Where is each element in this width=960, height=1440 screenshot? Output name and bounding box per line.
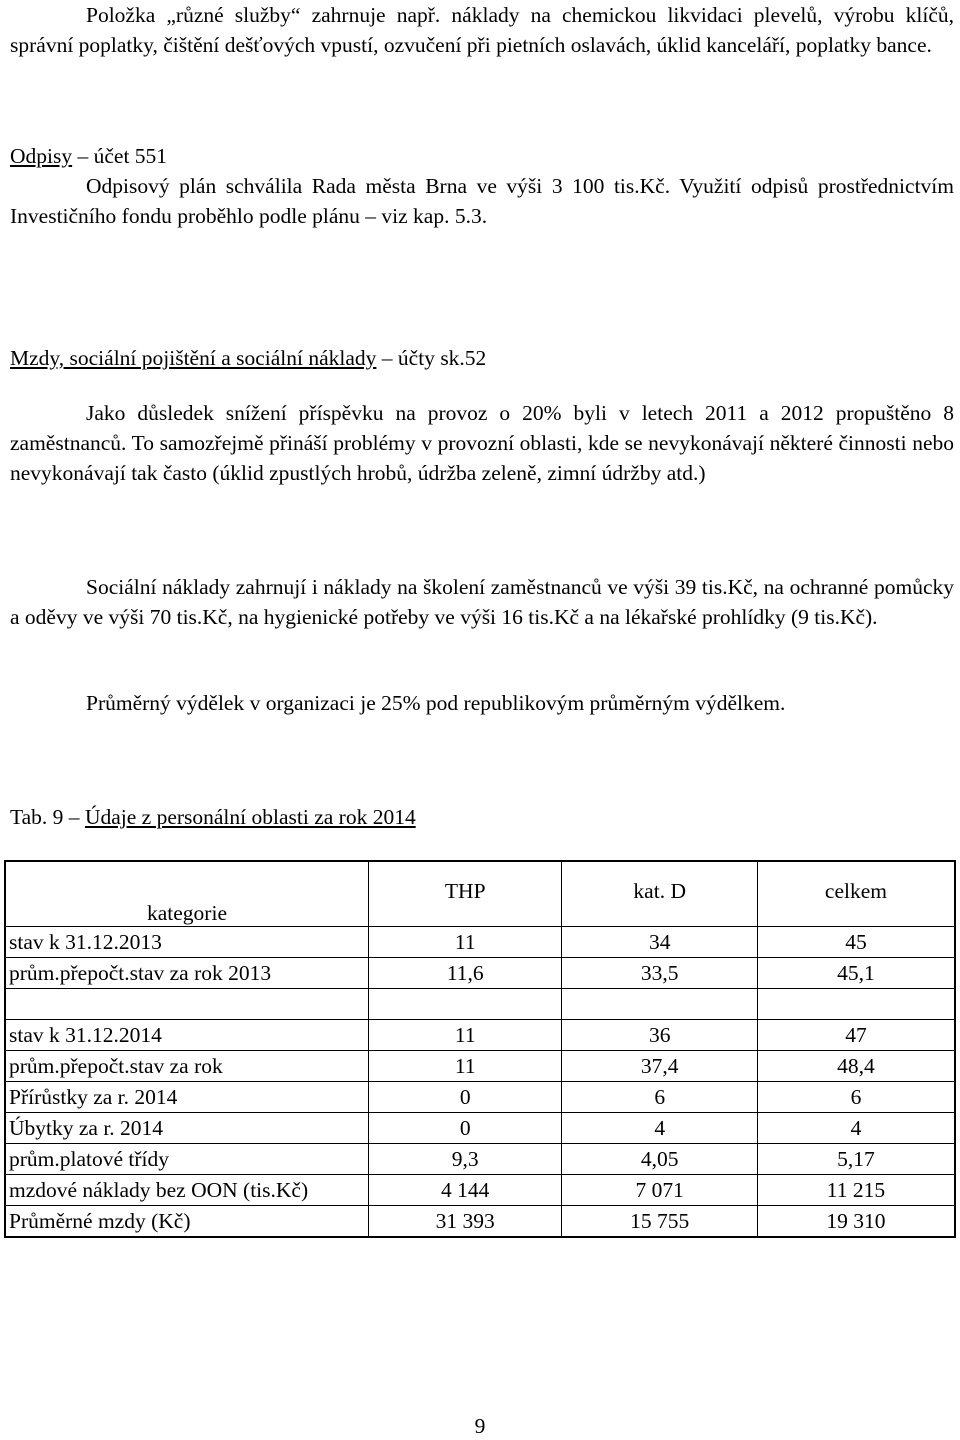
table-cell: 11: [369, 1051, 562, 1082]
table-cell: 11: [369, 1020, 562, 1051]
header-kategorie: kategorie: [5, 861, 369, 927]
table-cell: 33,5: [562, 958, 757, 989]
table-cell: [562, 989, 757, 1020]
table-cell: 45: [757, 927, 955, 958]
page-number: 9: [474, 1414, 486, 1438]
row-label: Přírůstky za r. 2014: [5, 1082, 369, 1113]
table-cell: 4: [562, 1113, 757, 1144]
table-cell: 11 215: [757, 1175, 955, 1206]
table-caption: [10, 802, 416, 832]
table-cell: 48,4: [757, 1051, 955, 1082]
table-header-row: [5, 861, 955, 927]
table-row: [5, 1175, 955, 1206]
personnel-table: [4, 860, 956, 1238]
section-title: Odpisy: [10, 144, 73, 168]
paragraph-text: Průměrný výdělek v organizaci je 25% pod republikovým průměrným výdělkem.: [86, 691, 786, 715]
table-row: [5, 1113, 955, 1144]
table-cell: 0: [369, 1113, 562, 1144]
paragraph-ruzne-sluzby: [10, 0, 954, 60]
table-cell: 6: [757, 1082, 955, 1113]
table-cell: 5,17: [757, 1144, 955, 1175]
table-row: [5, 1051, 955, 1082]
section-title-suffix: – účet 551: [72, 144, 168, 168]
row-label: Úbytky za r. 2014: [5, 1113, 369, 1144]
table-cell: 6: [562, 1082, 757, 1113]
table-cell: 31 393: [369, 1206, 562, 1238]
paragraph-text-continued: výrobu klíčů, správní poplatky, čištění dešťových vpustí, ozvučení při pietních oslavách, úklid kanceláří, poplatky bance.: [10, 3, 954, 57]
header-kat-d: kat. D: [562, 861, 757, 927]
table-cell: [757, 989, 955, 1020]
table-body: [5, 861, 955, 1237]
table-caption-title: Údaje z personální oblasti za rok 2014: [84, 805, 416, 829]
table-row: [5, 1082, 955, 1113]
table-cell: 34: [562, 927, 757, 958]
table-row: [5, 1206, 955, 1238]
table-cell: 47: [757, 1020, 955, 1051]
paragraph-text: Položka „různé služby“ zahrnuje např. náklady na chemickou likvidaci plevelů,: [86, 3, 823, 27]
header-thp: THP: [369, 861, 562, 927]
header-celkem: celkem: [757, 861, 955, 927]
table-cell: 0: [369, 1082, 562, 1113]
table-row: [5, 1144, 955, 1175]
table-cell: 37,4: [562, 1051, 757, 1082]
row-label: stav k 31.12.2014: [5, 1020, 369, 1051]
row-label: mzdové náklady bez OON (tis.Kč): [5, 1175, 369, 1206]
paragraph-mzdy-2: [10, 572, 954, 632]
paragraph-text: Jako důsledek snížení příspěvku na provoz o 20% byli v letech 2011 a 2012 propuštěno 8 zaměstnanců. To samozřejmě přináší problémy v provozní oblasti, kde se nevykonávají některé činnosti nebo nevykonávají tak často (úklid zpustlých hrobů, údržba zeleně, zimní údržby atd.): [10, 401, 954, 485]
row-label: stav k 31.12.2013: [5, 927, 369, 958]
row-label: prům.přepočt.stav za rok 2013: [5, 958, 369, 989]
table-cell: 19 310: [757, 1206, 955, 1238]
paragraph-text: Odpisový plán schválila Rada města Brna ve výši 3 100 tis.Kč. Využití odpisů prostřednictvím Investičního fondu proběhlo podle plánu – viz kap. 5.3.: [10, 174, 954, 228]
table-cell: 9,3: [369, 1144, 562, 1175]
table-cell: 36: [562, 1020, 757, 1051]
table-cell: 15 755: [562, 1206, 757, 1238]
row-label: Průměrné mzdy (Kč): [5, 1206, 369, 1238]
row-label: [5, 989, 369, 1020]
section-heading-mzdy: [10, 343, 486, 373]
section-title: Mzdy, sociální pojištění a sociální náklady: [10, 346, 377, 370]
table-cell: 7 071: [562, 1175, 757, 1206]
table-cell: 4 144: [369, 1175, 562, 1206]
table-cell: 11: [369, 927, 562, 958]
paragraph-odpisy: [10, 171, 954, 231]
paragraph-mzdy-1: [10, 398, 954, 488]
table-cell: 11,6: [369, 958, 562, 989]
section-heading-odpisy: [10, 141, 167, 171]
table-row: [5, 1020, 955, 1051]
row-label: prům.přepočt.stav za rok: [5, 1051, 369, 1082]
table-cell: 4,05: [562, 1144, 757, 1175]
table-cell: [369, 989, 562, 1020]
section-title-suffix: – účty sk.52: [376, 346, 487, 370]
row-label: prům.platové třídy: [5, 1144, 369, 1175]
table-cell: 45,1: [757, 958, 955, 989]
table-caption-prefix: Tab. 9 –: [10, 805, 85, 829]
paragraph-mzdy-3: [10, 688, 954, 718]
table-row: [5, 958, 955, 989]
table-row: [5, 927, 955, 958]
table-row: [5, 989, 955, 1020]
table-cell: 4: [757, 1113, 955, 1144]
paragraph-text: Sociální náklady zahrnují i náklady na školení zaměstnanců ve výši 39 tis.Kč, na ochranné pomůcky a oděvy ve výši 70 tis.Kč, na hygienické potřeby ve výši 16 tis.Kč a na lékařské prohlídky (9 tis.Kč).: [10, 575, 954, 629]
